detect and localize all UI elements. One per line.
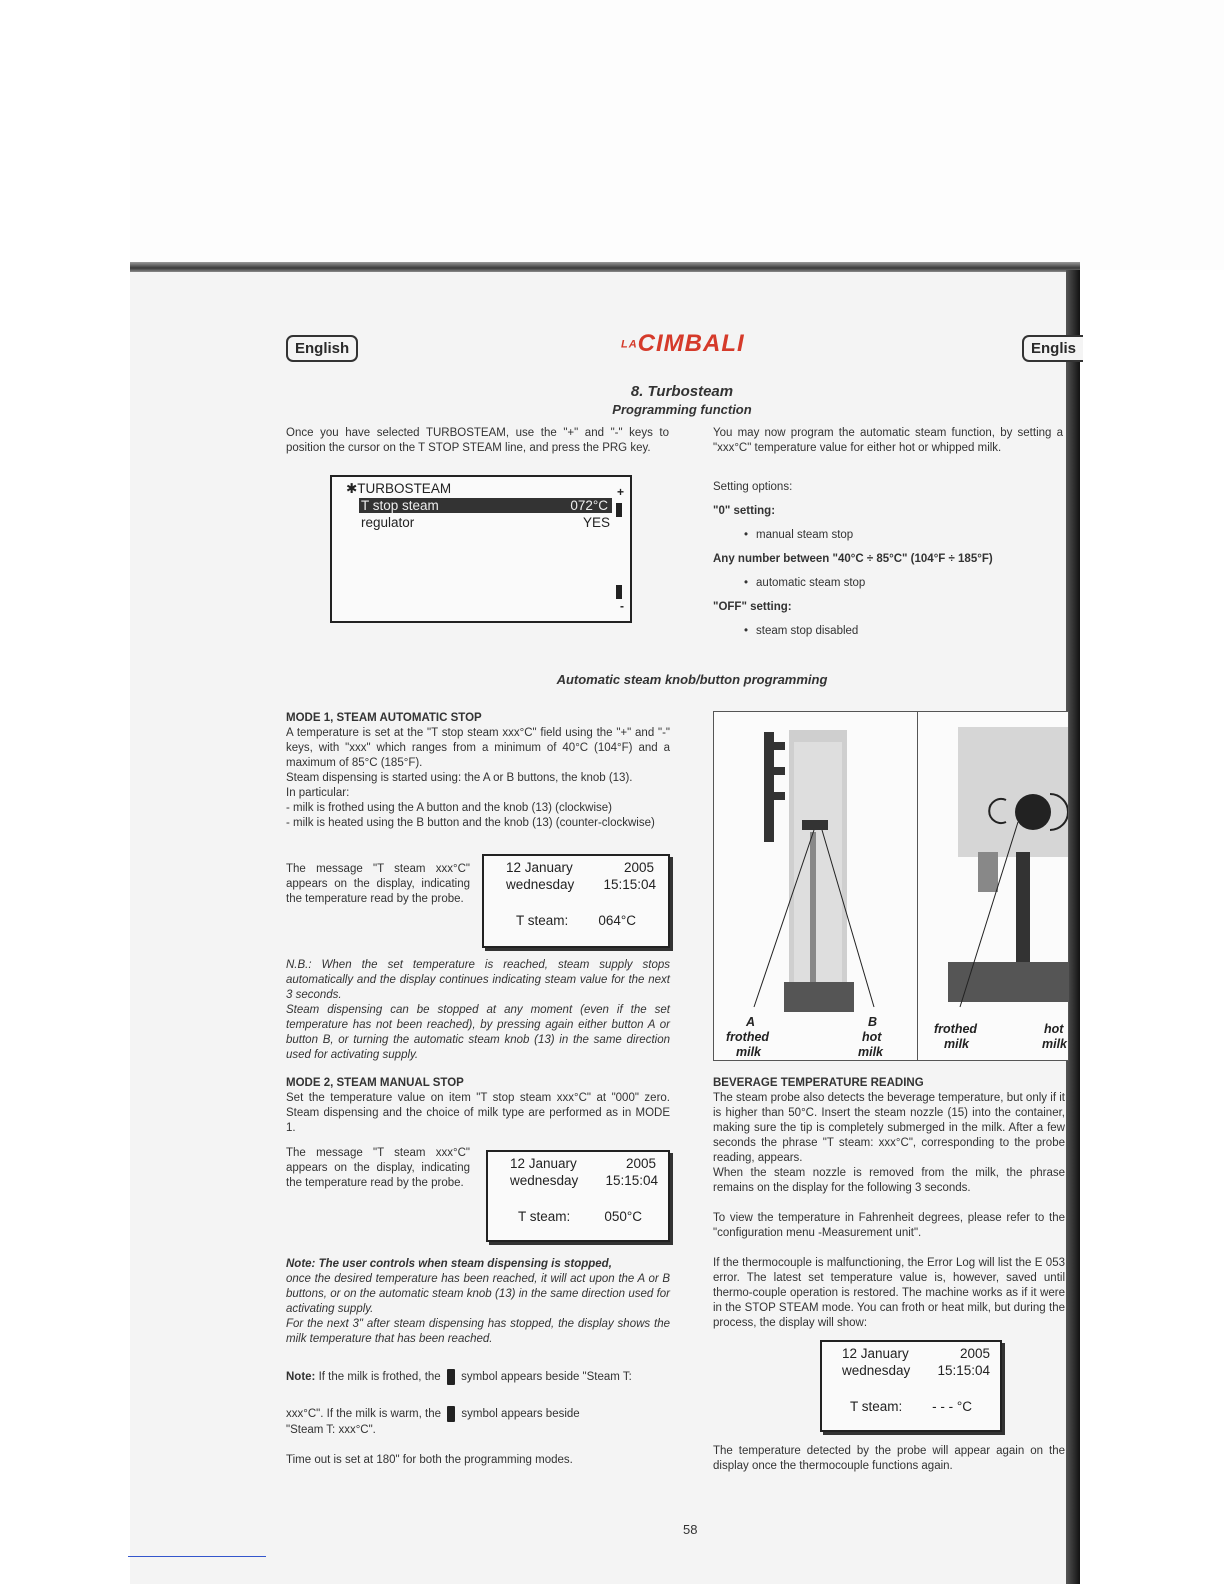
display1-year: 2005 [623,860,654,875]
scan-margin-right [1080,270,1224,1584]
note3-d: symbol appears beside [461,1408,580,1421]
beverage-title: BEVERAGE TEMPERATURE READING [713,1077,924,1089]
display1-value: 064°C [598,913,636,928]
menu-row2-label: regulator [361,515,415,530]
language-badge-left: English [286,335,358,362]
option-number: Any number between "40°C ÷ 85°C" (104°F ÷ 185°F) [713,553,993,565]
caption-a-letter: A [746,1015,756,1029]
beverage-p5: The temperature detected by the probe will appear again on the display once the thermocouple functions again. [713,1445,1065,1472]
mode2-message: The message "T steam xxx°C" appears on the display, indicating the temperature read by the probe. [286,1147,470,1189]
beverage-p3: To view the temperature in Fahrenheit degrees, please refer to the "configuration menu -Measurement unit". [713,1212,1065,1239]
caption-c-line2: milk [944,1037,970,1051]
caption-b-letter: B [868,1015,878,1029]
note3-b: symbol appears beside "Steam T: [461,1371,632,1384]
display3-label: T steam: [850,1399,903,1414]
menu-row2-value: YES [582,515,610,530]
section-title: 8. Turbosteam [630,383,734,400]
frothed-milk-icon [447,1369,455,1385]
option-zero: "0" setting: [713,505,776,517]
caption-a-line1: frothed [726,1030,770,1044]
photo-buttons-illustration [714,712,918,1060]
caption-c-line1: frothed [934,1022,978,1036]
mode2-note: Note: The user controls when steam dispensing is stopped, [286,1258,612,1270]
photo-buttons-panel [713,711,919,1061]
option-off: "OFF" setting: [713,601,792,613]
caption-a-line2: milk [736,1045,762,1059]
option-number-desc: • automatic steam stop [744,576,865,591]
display-mode2 [486,1150,670,1242]
menu-row1-label: T stop steam [361,498,439,513]
plus-key-indicator: + [616,485,624,499]
note3-a: If the milk is frothed, the [318,1371,441,1384]
photo-knob-panel [917,711,1069,1061]
display2-label: T steam: [518,1209,571,1224]
scan-artifact-line [128,1556,266,1557]
mode1-p4: - milk is frothed using the A button and the knob (13) (clockwise) [286,802,612,814]
mode1-title: MODE 1, STEAM AUTOMATIC STOP [286,712,482,724]
menu-row2 [361,515,610,530]
scroll-up-icon [616,503,622,517]
display2-day: wednesday [510,1173,579,1188]
section-subtitle: Programming function [612,402,752,417]
menu-row-selected [359,498,612,513]
caption-d-line2: milk [1042,1037,1068,1051]
warm-milk-icon [447,1406,455,1422]
mode1-p3: In particular: [286,787,350,799]
brand-logo [621,330,745,358]
logo-name: CIMBALI [637,330,745,357]
mode1-p2: Steam dispensing is started using: the A or B buttons, the knob (13). [286,772,633,784]
scroll-down-icon [616,585,622,599]
scan-margin-left [0,0,130,1584]
display3-day: wednesday [842,1363,911,1378]
mode2-note2: For the next 3" after steam dispensing has stopped, the display shows the milk temperature that has been reached. [286,1318,670,1345]
option-zero-desc: • manual steam stop [744,528,853,543]
display3-year: 2005 [959,1346,990,1361]
caption-d-line1: hot [1044,1022,1064,1036]
page-top-edge [130,262,1080,272]
mode2-title: MODE 2, STEAM MANUAL STOP [286,1077,464,1089]
intro-right: You may now program the automatic steam function, by setting a "xxx°C" temperature value for either hot or whipped milk. [713,427,1063,454]
mode2-p1: Set the temperature value on item "T stop steam xxx°C" at "000" zero. Steam dispensing and the choice of milk type are performed as in MODE 1. [286,1092,670,1134]
caption-b-line2: milk [858,1045,884,1059]
logo-prefix: LA [621,338,638,351]
mode2-note3-line2 [286,1406,670,1422]
option-off-desc: • steam stop disabled [744,624,858,639]
display2-value: 050°C [604,1209,642,1224]
mode1-message: The message "T steam xxx°C" appears on the display, indicating the temperature read by the probe. [286,863,470,905]
note3-c: xxx°C". If the milk is warm, the [286,1408,442,1421]
mode1-p5: - milk is heated using the B button and the knob (13) (counter-clockwise) [286,817,655,829]
minus-key-indicator: - [620,599,624,613]
mode1-nb2: Steam dispensing can be stopped at any moment (even if the set temperature has not been reached), by pressing again either button A or button B, or turning the automatic steam knob (13) in the same direction used for activating supply. [286,1004,670,1061]
display1-date: 12 January [506,860,573,875]
display3-date: 12 January [842,1346,909,1361]
timeout-note: Time out is set at 180" for both the programming modes. [286,1454,573,1466]
display2-time: 15:15:04 [605,1173,658,1188]
note3-e: "Steam T: xxx°C". [286,1424,376,1436]
page-number: 58 [683,1522,698,1537]
caption-b-line1: hot [862,1030,882,1044]
beverage-p1: The steam probe also detects the beverage temperature, but only if it is higher than 50°C. Insert the steam nozzle (15) into the container, making sure the tip is completely submerged in the milk. After a few seconds the phrase "T steam: xxx°C", corresponding to the probe reading, appears. [713,1092,1065,1164]
photo-knob-illustration [918,712,1068,1060]
display3-value: - - - °C [932,1399,972,1414]
display2-date: 12 January [510,1156,577,1171]
turbosteam-menu-display [330,475,632,623]
display-mode1 [482,854,670,948]
note-label: Note: [286,1371,316,1384]
intro-left: Once you have selected TURBOSTEAM, use the "+" and "-" keys to position the cursor on the T STOP STEAM line, and press the PRG key. [286,427,669,454]
mode1-nb-text: N.B.: When the set temperature is reached, steam supply stops automatically and the display continues indicating steam value for the next 3 seconds. [286,959,670,1001]
display3-time: 15:15:04 [937,1363,990,1378]
display2-year: 2005 [625,1156,656,1171]
mode1-p1: A temperature is set at the "T stop steam xxx°C" field using the "+" and "-" keys, with "xxx" which ranges from a minimum of 40°C (104°F) and a maximum of 85°C (185°F). [286,727,670,769]
menu-title: ✱TURBOSTEAM [346,481,452,496]
display1-time: 15:15:04 [603,877,656,892]
beverage-p4: If the thermocouple is malfunctioning, the Error Log will list the E 053 error. The latest set temperature value is, however, saved until thermo-couple operation is restored. The machine works as if it were in the STOP STEAM mode. You can froth or heat milk, but during the process, the display will show: [713,1257,1065,1329]
beverage-p2: When the steam nozzle is removed from the milk, the phrase remains on the display for the following 3 seconds. [713,1167,1065,1194]
display-error [820,1340,1002,1432]
setting-options-heading: Setting options: [713,481,793,493]
display1-day: wednesday [506,877,575,892]
display1-label: T steam: [516,913,569,928]
auto-programming-heading: Automatic steam knob/button programming [556,672,828,687]
menu-row1-value: 072°C [570,498,608,513]
mode2-note3-line1 [286,1369,670,1385]
mode1-nb [286,958,670,1003]
mode2-note-rest: once the desired temperature has been reached, it will act upon the A or B buttons, or on the automatic steam knob (13) in the same direction used for activating supply. [286,1273,670,1315]
language-badge-right: Englis [1022,335,1083,362]
